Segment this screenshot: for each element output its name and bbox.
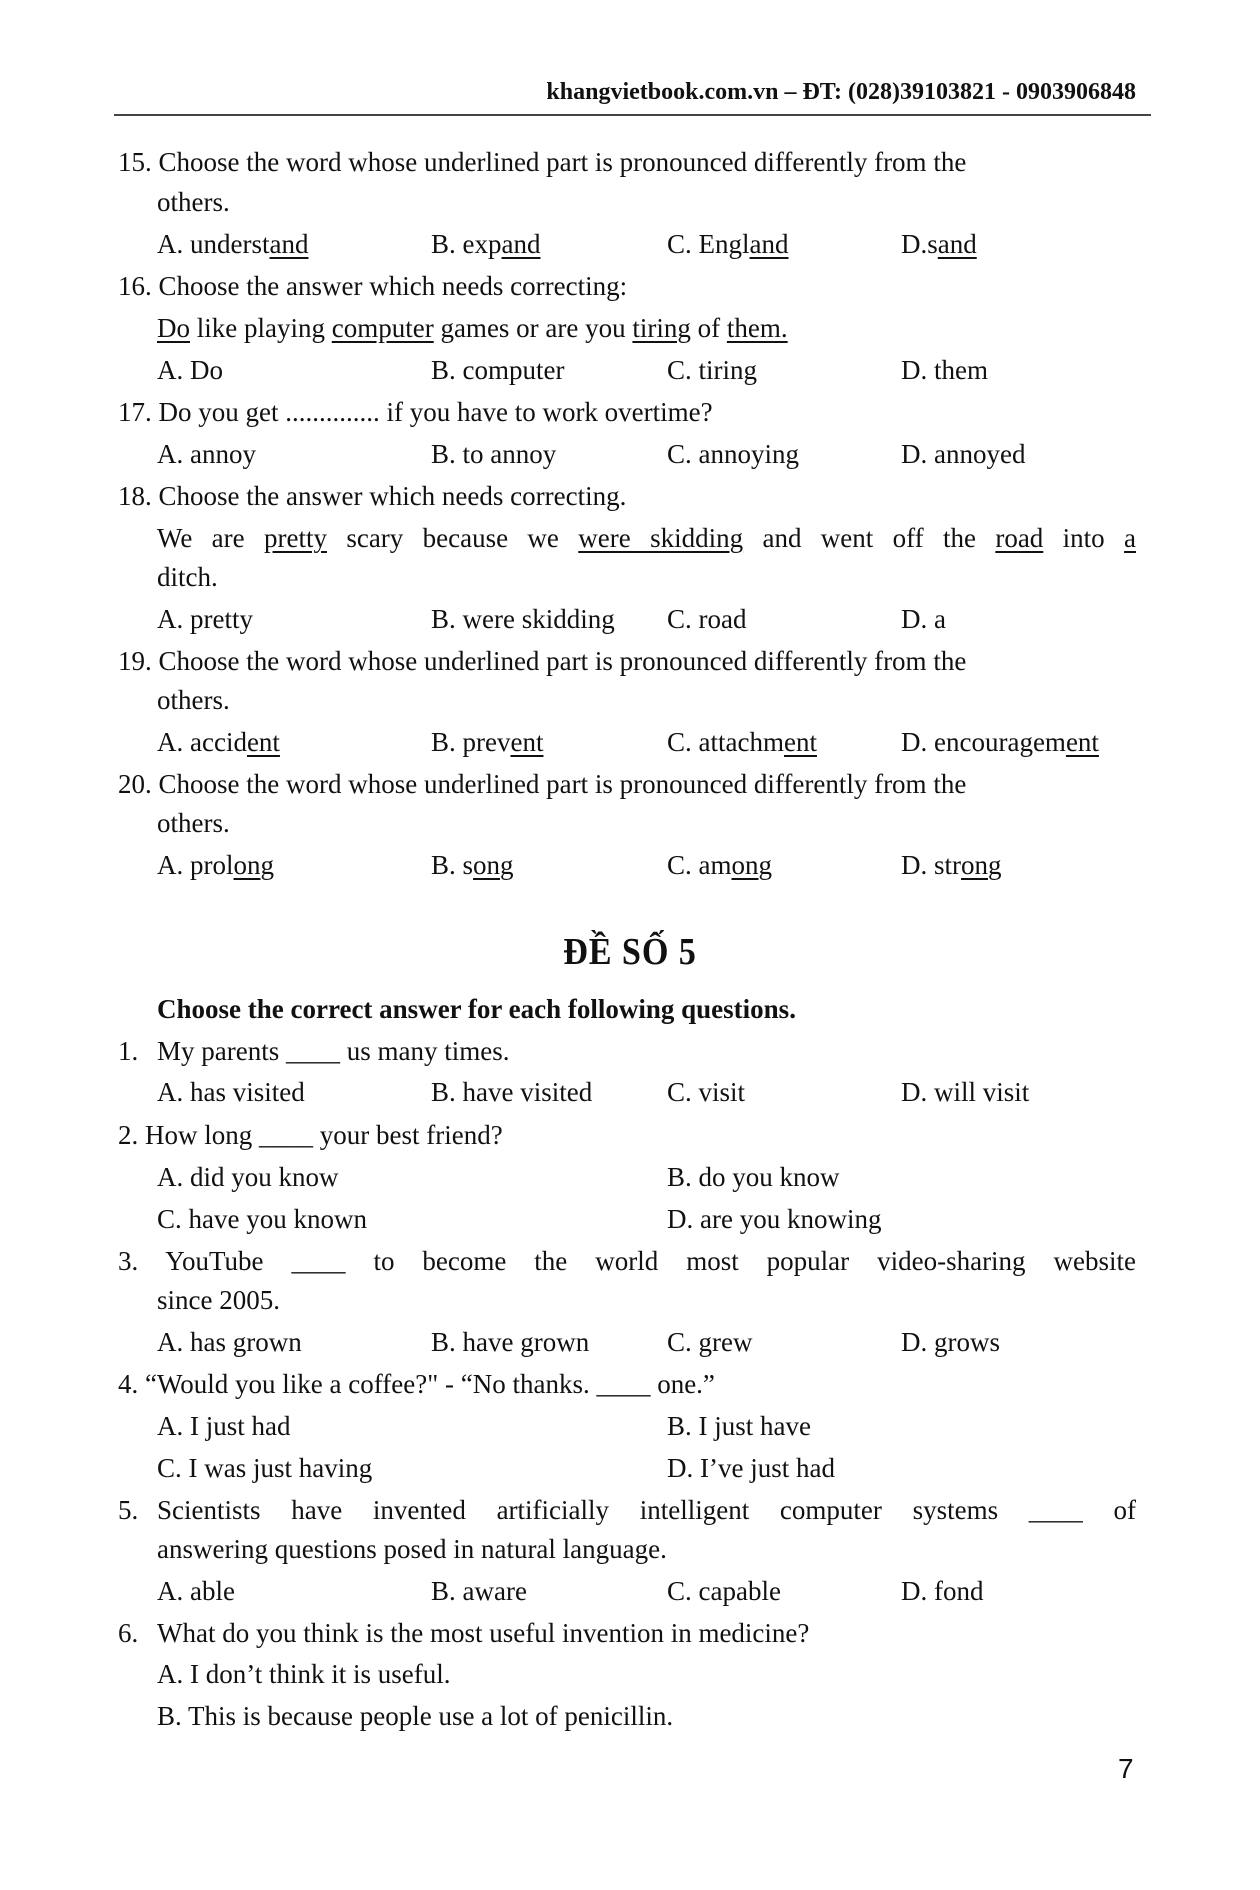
page-number: 7 (1118, 1753, 1134, 1784)
underlined-part: ent (246, 727, 280, 757)
option-text: D. encouragem (901, 727, 1066, 757)
item-2: 2. How long ____ your best friend? (118, 1120, 503, 1150)
item-1-number: 1. (118, 1036, 139, 1066)
sentence-segment: into (1043, 523, 1125, 553)
item-6: What do you think is the most useful invention in medicine? (157, 1618, 810, 1648)
question-18-cont: ditch. (157, 562, 218, 592)
option-c: C. have you known (157, 1204, 367, 1234)
question-15: 15. Choose the word whose underlined part is pronounced differently from the (118, 147, 967, 177)
sentence-segment: and went off the (743, 523, 996, 553)
question-19-cont: others. (157, 685, 230, 715)
item-6-number: 6. (118, 1618, 139, 1648)
option-text: A. prol (157, 850, 234, 880)
option-c (667, 228, 789, 260)
option-b: B. I just have (667, 1411, 811, 1441)
underlined-part: ent (1065, 727, 1099, 757)
option-text: A. underst (157, 229, 270, 259)
option-d: D. annoyed (901, 439, 1026, 469)
option-b: B. to annoy (431, 439, 557, 469)
underlined-segment: were skidding (578, 523, 744, 553)
underlined-part: ong (961, 850, 1002, 880)
underlined-part: ong (473, 850, 514, 880)
question-20: 20. Choose the word whose underlined part is pronounced differently from the (118, 769, 967, 799)
option-text: C. Engl (667, 229, 750, 259)
option-b (431, 849, 514, 881)
underlined-part: and (749, 229, 789, 259)
underlined-part: ong (233, 850, 274, 880)
sentence-segment: of (690, 313, 727, 343)
underlined-segment: computer (331, 313, 434, 343)
option-d: D. will visit (901, 1077, 1030, 1107)
item-6-option-b: B. This is because people use a lot of penicillin. (157, 1701, 674, 1731)
option-b (431, 228, 540, 260)
question-16: 16. Choose the answer which needs correcting: (118, 271, 628, 301)
item-3-cont: since 2005. (157, 1285, 280, 1315)
option-a: A. annoy (157, 439, 256, 469)
option-c: C. visit (667, 1077, 746, 1107)
underlined-part: ent (783, 727, 817, 757)
option-text: C. am (667, 850, 732, 880)
item-6-option-a: A. I don’t think it is useful. (157, 1659, 451, 1689)
option-a: A. pretty (157, 604, 253, 634)
option-d (901, 726, 1099, 758)
option-a: A. did you know (157, 1162, 339, 1192)
option-a: A. I just had (157, 1411, 291, 1441)
option-text: B. prev (431, 727, 511, 757)
option-c: C. road (667, 604, 747, 634)
sentence-segment: scary because we (326, 523, 579, 553)
option-a: A. Do (157, 355, 223, 385)
option-a (157, 228, 308, 260)
option-b: B. computer (431, 355, 565, 385)
option-c: C. tiring (667, 355, 758, 385)
underlined-segment: road (995, 523, 1044, 553)
header-divider (114, 114, 1151, 116)
underlined-part: and (937, 229, 977, 259)
underlined-part: ent (510, 727, 544, 757)
item-3: 3. YouTube ____ to become the world most popular video-sharing website (118, 1246, 1136, 1276)
option-c (667, 849, 772, 881)
question-18-sentence (157, 522, 1136, 554)
option-b: B. were skidding (431, 604, 615, 634)
underlined-segment: tiring (632, 313, 691, 343)
item-1: My parents ____ us many times. (157, 1036, 510, 1066)
option-text: B. s (431, 850, 474, 880)
option-c: C. capable (667, 1576, 781, 1606)
option-a: A. has grown (157, 1327, 302, 1357)
option-d: D. I’ve just had (667, 1453, 835, 1483)
underlined-part: and (501, 229, 541, 259)
option-text: D. str (901, 850, 961, 880)
option-text: B. exp (431, 229, 502, 259)
question-19: 19. Choose the word whose underlined part is pronounced differently from the (118, 646, 967, 676)
option-c: C. I was just having (157, 1453, 373, 1483)
option-b (431, 726, 543, 758)
underlined-part: ong (731, 850, 772, 880)
option-d (901, 228, 977, 260)
option-d (901, 849, 1002, 881)
option-b: B. have grown (431, 1327, 590, 1357)
section-instruction: Choose the correct answer for each following questions. (157, 994, 796, 1024)
underlined-segment: Do (157, 313, 190, 343)
option-a (157, 849, 274, 881)
underlined-segment: pretty (263, 523, 327, 553)
item-5-cont: answering questions posed in natural language. (157, 1534, 667, 1564)
page-header: khangvietbook.com.vn – ĐT: (028)39103821 - 0903906848 (546, 79, 1136, 105)
item-5-number: 5. (118, 1495, 139, 1525)
option-b: B. aware (431, 1576, 527, 1606)
underlined-part: and (269, 229, 309, 259)
item-4: 4. “Would you like a coffee?" - “No thanks. ____ one.” (118, 1369, 715, 1399)
option-a (157, 726, 280, 758)
option-a: A. able (157, 1576, 235, 1606)
option-text: D.s (901, 229, 938, 259)
sentence-segment: games or are you (433, 313, 633, 343)
section-title: ĐỀ SỐ 5 (563, 931, 697, 973)
item-5: Scientists have invented artificially intelligent computer systems ____ of (157, 1495, 1136, 1525)
underlined-segment: them. (726, 313, 788, 343)
option-c: C. grew (667, 1327, 753, 1357)
option-c: C. annoying (667, 439, 799, 469)
question-16-sentence (157, 312, 788, 344)
sentence-segment: We are (157, 523, 264, 553)
option-a: A. has visited (157, 1077, 305, 1107)
question-20-cont: others. (157, 808, 230, 838)
option-d: D. are you knowing (667, 1204, 882, 1234)
option-text: C. attachm (667, 727, 784, 757)
option-c (667, 726, 817, 758)
option-d: D. them (901, 355, 988, 385)
option-d: D. fond (901, 1576, 984, 1606)
option-b: B. do you know (667, 1162, 840, 1192)
option-text: A. accid (157, 727, 247, 757)
sentence-segment: like playing (190, 313, 332, 343)
question-17: 17. Do you get .............. if you have to work overtime? (118, 397, 713, 427)
question-15-cont: others. (157, 187, 230, 217)
option-d: D. grows (901, 1327, 1000, 1357)
question-18: 18. Choose the answer which needs correcting. (118, 481, 627, 511)
option-b: B. have visited (431, 1077, 593, 1107)
option-d: D. a (901, 604, 946, 634)
underlined-segment: a (1124, 523, 1137, 553)
